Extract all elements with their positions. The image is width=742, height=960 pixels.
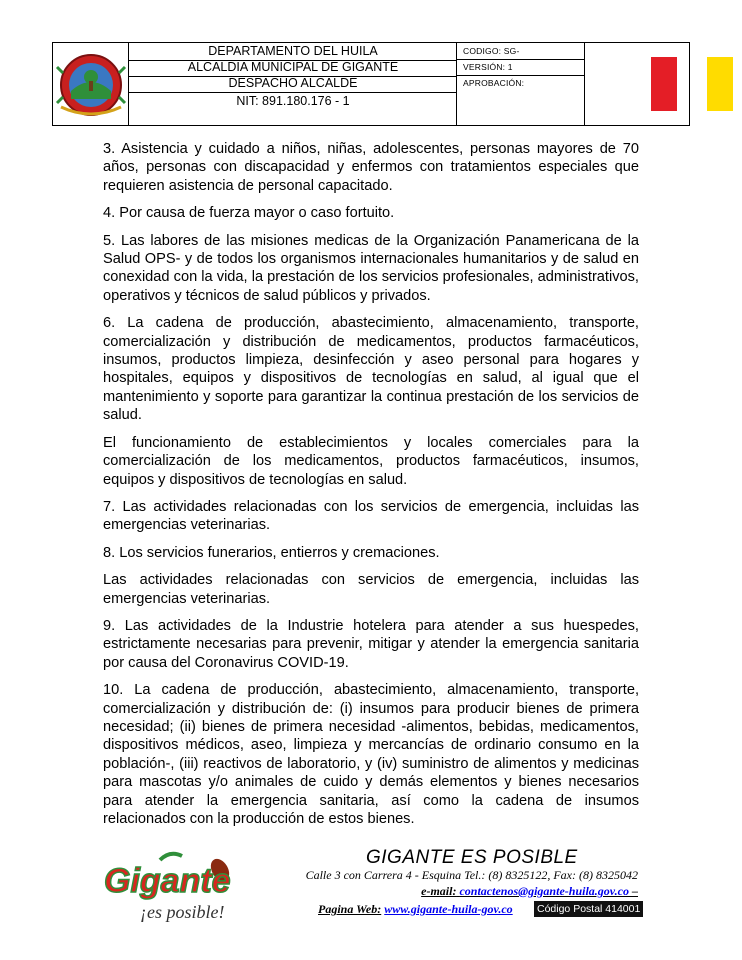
gigante-logo <box>100 850 260 930</box>
svg-text:¡es posible!: ¡es posible! <box>140 902 225 922</box>
postal-code-badge: Código Postal 414001 <box>534 901 643 917</box>
divider <box>457 75 585 76</box>
paragraph: 9. Las actividades de la Industrie hotelera para atender a sus huespedes, estrictamente necesarias para prevenir, mitigar y atender la emergencia sanitaria por causa del Coronavirus COVID-19. <box>103 617 639 671</box>
municipal-seal-cell <box>53 43 129 125</box>
address: Calle 3 con Carrera 4 - Esquina Tel.: (8) 8325122, Fax: (8) 8325042 <box>305 868 638 882</box>
email-line <box>421 884 638 899</box>
document-version: VERSIÓN: 1 <box>463 62 513 72</box>
paragraph: 6. La cadena de producción, abastecimiento, almacenamiento, transporte, comercialización y distribución de medicamentos, productos farmacéuticos, insumos, productos limpieza, desinfección y aseo personal para hogares y hospitales, equipos y dispositivos de tecnologías en salud, al igual que el mantenimiento y soporte para garantizar la continua prestación de los servicios de salud. <box>103 315 639 424</box>
email-label: e-mail: <box>421 884 457 898</box>
paragraph: 3. Asistencia y cuidado a niños, niñas, adolescentes, personas mayores de 70 años, personas con discapacidad y enfermos con tratamientos especiales que requieren asistencia de personal capacitado. <box>103 141 639 194</box>
web-link[interactable]: www.gigante-huila-gov.co <box>384 902 513 916</box>
paragraph: 7. Las actividades relacionadas con los servicios de emergencia, incluidas las emergencias veterinarias. <box>103 498 639 534</box>
department-info-cell <box>129 43 457 125</box>
municipality-name: ALCALDIA MUNICIPAL DE GIGANTE <box>129 60 457 77</box>
document-body <box>103 140 639 837</box>
paragraph: 4. Por causa de fuerza mayor o caso fortuito. <box>103 205 395 222</box>
slogan: GIGANTE ES POSIBLE <box>366 847 578 868</box>
nit-number: NIT: 891.180.176 - 1 <box>236 94 350 108</box>
paragraph: Las actividades relacionadas con servicios de emergencia, incluidas las emergencias veterinarias. <box>103 572 639 607</box>
document-code: CODIGO: SG- <box>463 46 520 56</box>
paragraph: 5. Las labores de las misiones medicas de la Organización Panamericana de la Salud OPS- y de todos los organismos internacionales humanitarios y de salud en conexidad con la vida, la prestación de los servicios profesionales, administrativos, operativos y técnicos de salud públicos y privados. <box>103 232 639 304</box>
flag-red-stripe <box>651 57 677 111</box>
web-label: Pagina Web: <box>318 902 382 916</box>
paragraph: 10. La cadena de producción, abastecimiento, almacenamiento, transporte, comercialización y distribución de: (i) insumos para producir bienes de primera necesidad; (ii) bienes de primera necesidad -alimentos, bebidas, medicamentos, dispositivos médicos, aseo, limpieza y mercancías de ordinario consumo en la población-, (iii) reactivos de laboratorio, y (iv) suministro de alimentos y medicinas para mascotas y/o animales de cuido y demás elementos y bienes necesarios para atender la emergencia sanitaria, así como la cadena de insumos relacionados con la producción de estos bienes. <box>103 682 639 827</box>
web-line <box>318 902 513 917</box>
department-name: DEPARTAMENTO DEL HUILA <box>129 44 457 61</box>
office-name: DESPACHO ALCALDE <box>129 76 457 93</box>
document-header <box>52 42 690 126</box>
flag-cell <box>585 43 689 125</box>
paragraph: El funcionamiento de establecimientos y locales comerciales para la comercialización de los medicamentos, productos farmacéuticos, insumos, equipos y dispositivos de tecnologías en salud. <box>103 434 639 488</box>
divider <box>457 59 585 60</box>
email-suffix: – <box>632 884 638 898</box>
paragraph: 8. Los servicios funerarios, entierros y cremaciones. <box>103 544 440 561</box>
email-link[interactable]: contactenos@gigante-huila.gov.co <box>459 884 629 898</box>
municipal-seal-icon <box>53 43 129 125</box>
document-code-cell <box>457 43 585 125</box>
flag-yellow-stripe <box>707 57 733 111</box>
document-approval: APROBACIÓN: <box>463 78 525 88</box>
gigante-logo-icon <box>100 850 260 930</box>
svg-text:Gigante: Gigante <box>104 862 231 900</box>
